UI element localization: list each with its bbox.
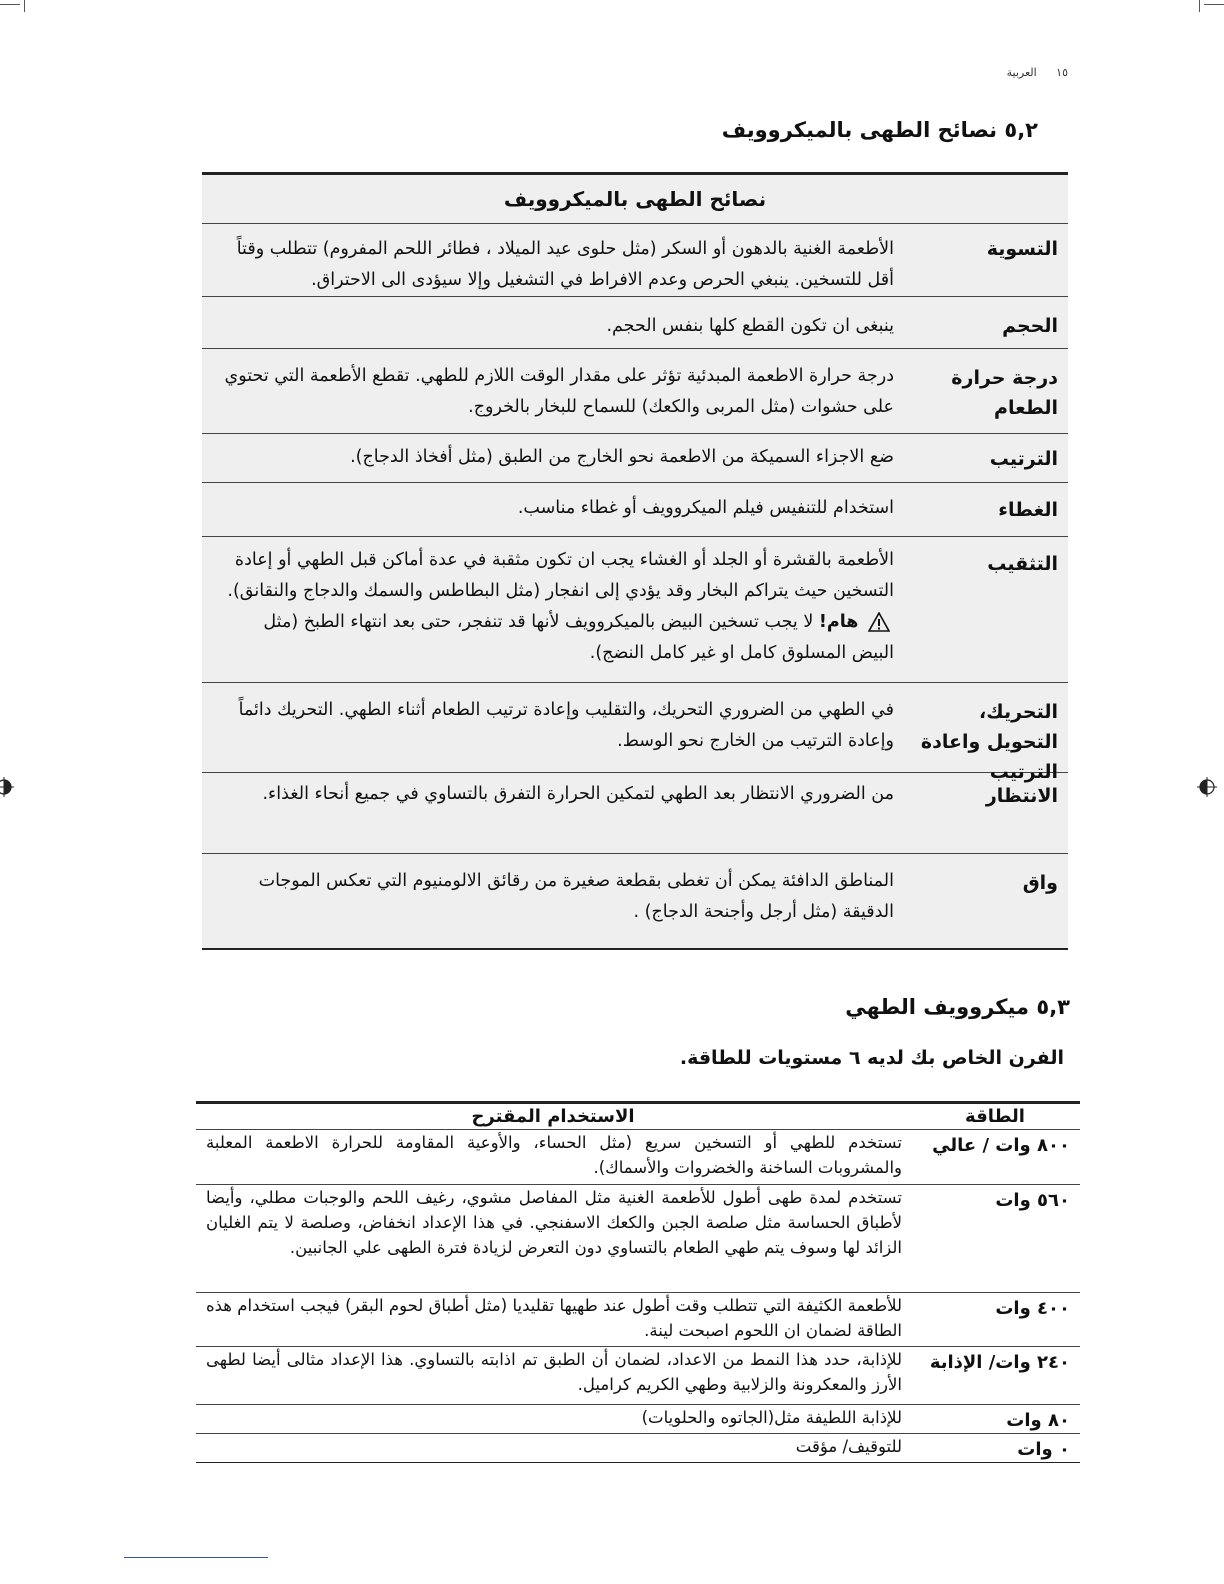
- crop-mark-top-right: [1204, 4, 1224, 5]
- row-label: الحجم: [1002, 315, 1058, 337]
- crop-mark-top-left-v: [24, 0, 25, 12]
- table-row: [202, 537, 1068, 683]
- table-row: [196, 1185, 1080, 1293]
- row-text: الأطعمة الغنية بالدهون أو السكر (مثل حلوى عيد الميلاد ، فطائر اللحم المفروم) تتطلب وقتاً أقل للتسخين. ينبغي الحرص وعدم الافراط في التشغيل وإلا سيؤدى الى الاحتراق.: [236, 239, 894, 290]
- suggested-use: للإذابة اللطيفة مثل(الجاتوه والحلويات): [641, 1408, 902, 1427]
- column-header-power: الطاقة: [965, 1106, 1025, 1127]
- power-levels-table: [196, 1101, 1080, 1463]
- row-label: الغطاء: [998, 499, 1058, 521]
- page-header: [868, 66, 1068, 79]
- table-row: [202, 483, 1068, 537]
- section-title-microwave-cooking: ٥,٣ ميكروويف الطهي: [845, 995, 1070, 1019]
- row-text: درجة حرارة الاطعمة المبدئية تؤثر على مقدار الوقت اللازم للطهي. تقطع الأطعمة التي تحتوي على حشوات (مثل المربى والكعك) للسماح للبخار بالخروج.: [224, 366, 894, 417]
- suggested-use: للأطعمة الكثيفة التي تتطلب وقت أطول عند طهيها تقليديا (مثل أطباق لحوم البقر) فيجب استخدام هذه الطاقة لضمان ان اللحوم اصبحت لينة.: [206, 1296, 902, 1340]
- footnote-separator: [124, 1557, 268, 1558]
- row-text: من الضروري الانتظار بعد الطهي لتمكين الحرارة التفرق بالتساوي في جميع أنحاء الغذاء.: [262, 784, 894, 804]
- row-text: استخدام للتنفيس فيلم الميكروويف أو غطاء مناسب.: [517, 498, 894, 518]
- registration-mark-left: [0, 777, 14, 797]
- suggested-use: للتوقيف/ مؤقت: [795, 1437, 902, 1456]
- suggested-use: تستخدم لمدة طهى أطول للأطعمة الغنية مثل المفاصل مشوي، رغيف اللحم والوجبات مطلي، وأيضا لأطباق الحساسة مثل صلصة الجبن والكعك الاسفنجي. في هذا الإعداد انخفاض، وصلصة لا يتم الغليان الزائد لها وسوف يتم طهي الطعام بالتساوي دون التعرض لزيادة فترة الطهى علي الجانبين.: [206, 1188, 902, 1257]
- crop-mark-top-right-v: [1199, 0, 1200, 12]
- row-label: الترتيب: [989, 448, 1058, 470]
- power-level: ٥٦٠ وات: [995, 1190, 1070, 1211]
- power-levels-intro: الفرن الخاص بك لديه ٦ مستويات للطاقة.: [679, 1047, 1064, 1069]
- row-label: درجة حرارة الطعام: [951, 367, 1058, 419]
- row-text: في الطهي من الضروري التحريك، والتقليب وإعادة ترتيب الطعام أثناء الطهي. التحريك دائماً وإعادة الترتيب من الخارج نحو الوسط.: [238, 700, 894, 751]
- warning-text: لا يجب تسخين البيض بالميكروويف لأنها قد تنفجر، حتى بعد انتهاء الطبخ (مثل البيض المسلوق كامل او غير كامل النضج).: [263, 612, 894, 663]
- table-row: [202, 297, 1068, 349]
- table-row: [202, 854, 1068, 948]
- power-level: ٢٤٠ وات/ الإذابة: [929, 1352, 1070, 1373]
- row-text: المناطق الدافئة يمكن أن تغطى بقطعة صغيرة من رقائق الالومنيوم التي تعكس الموجات الدقيقة (مثل أرجل وأجنحة الدجاج) .: [258, 871, 894, 922]
- power-level: ٨٠ وات: [1006, 1410, 1070, 1431]
- row-label: التثقيب: [987, 553, 1058, 575]
- page-number: ١٥: [1056, 66, 1068, 79]
- table-row: [196, 1405, 1080, 1434]
- piercing-text: الأطعمة بالقشرة أو الجلد أو الغشاء يجب ان تكون مثقبة في عدة أماكن قبل الطهي أو إعادة التسخين حيث يتراكم البخار وقد يؤدي إلى انفجار (مثل البطاطس والسمك والدجاج والنقانق).: [227, 550, 894, 601]
- table-row: [202, 349, 1068, 434]
- row-label: واق: [1022, 872, 1058, 894]
- suggested-use: تستخدم للطهي أو التسخين سريع (مثل الحساء، والأوعية المقاومة للحرارة الاطعمة المعلبة والمشروبات الساخنة والخضروات والأسماك).: [206, 1133, 902, 1177]
- row-label: التسوية: [986, 238, 1058, 260]
- column-header-use: الاستخدام المقترح: [471, 1106, 635, 1127]
- power-level: ٤٠٠ وات: [995, 1298, 1070, 1319]
- header-language: العربية: [1006, 66, 1037, 79]
- row-text: ضع الاجزاء السميكة من الاطعمة نحو الخارج من الطبق (مثل أفخاذ الدجاج).: [350, 447, 894, 467]
- table-row: [202, 224, 1068, 297]
- table-row: [202, 434, 1068, 483]
- section-title-cooking-tips: ٥,٢ نصائح الطهى بالميكروويف: [721, 118, 1038, 142]
- tips-table-title: نصائح الطهى بالميكروويف: [202, 175, 1068, 224]
- table-row: [196, 1130, 1080, 1185]
- table-row: [202, 773, 1068, 854]
- row-label: التحريك، التحويل واعادة الترتيب: [920, 701, 1058, 783]
- table-row: [196, 1347, 1080, 1405]
- row-label: الانتظار: [985, 785, 1058, 807]
- cooking-tips-table: [202, 172, 1068, 950]
- table-row: [202, 683, 1068, 783]
- power-level: ٨٠٠ وات / عالي: [932, 1135, 1070, 1156]
- warning-triangle-icon: [868, 612, 890, 632]
- warning-label: هام!: [818, 612, 859, 632]
- registration-mark-right: [1197, 777, 1217, 797]
- crop-mark-top-left: [0, 4, 20, 5]
- row-text: ينبغى ان تكون القطع كلها بنفس الحجم.: [606, 316, 894, 336]
- row-text: [202, 537, 908, 679]
- table-row: [196, 1293, 1080, 1347]
- suggested-use: للإذابة، حدد هذا النمط من الاعداد، لضمان أن الطبق تم اذابته بالتساوي. هذا الإعداد مثالى أيضا لطهى الأرز والمعكرونة والزلابية وطهي الكريم كراميل.: [206, 1350, 902, 1394]
- power-table-header: [196, 1104, 1080, 1130]
- power-level: ٠ وات: [1017, 1439, 1070, 1460]
- table-row: [196, 1434, 1080, 1462]
